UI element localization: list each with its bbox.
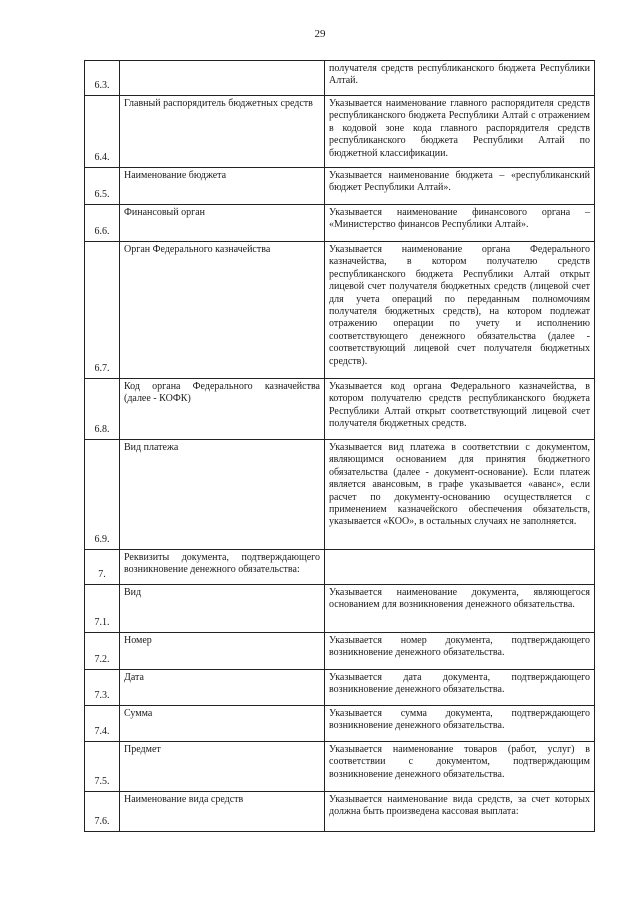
row-number-cell: 7.4. — [85, 706, 120, 742]
field-name-cell: Вид — [120, 585, 325, 633]
table-row — [85, 670, 595, 706]
row-number-cell: 6.3. — [85, 61, 120, 96]
row-number-cell: 7. — [85, 550, 120, 585]
field-name-cell — [120, 61, 325, 96]
field-name-cell: Вид платежа — [120, 440, 325, 550]
table-row — [85, 242, 595, 379]
field-name-cell: Наименование бюджета — [120, 168, 325, 205]
field-description-cell: Указывается наименование бюджета – «республиканский бюджет Республики Алтай». — [325, 168, 595, 205]
field-name-cell: Главный распорядитель бюджетных средств — [120, 96, 325, 168]
table-row — [85, 550, 595, 585]
field-name-cell: Орган Федерального казначейства — [120, 242, 325, 379]
field-description-cell: Указывается вид платежа в соответствии с документом, являющимся основанием для принятия бюджетного обязательства (далее - документ-основание). Если платеж является авансовым, в графе указывается «аванс», если расчет по документу-основанию осуществляется с применением казначейского обеспечения обязательств, указывается «КОО», в остальных случаях не заполняется. — [325, 440, 595, 550]
table-row — [85, 168, 595, 205]
field-description-cell: Указывается наименование вида средств, за счет которых должна быть произведена кассовая выплата: — [325, 792, 595, 832]
row-number-cell: 7.2. — [85, 633, 120, 670]
field-description-cell: получателя средств республиканского бюджета Республики Алтай. — [325, 61, 595, 96]
field-description-cell: Указывается наименование органа Федерального казначейства, в котором получателю средств республиканского бюджета Республики Алтай открыт лицевой счет получателя бюджетных средств (лицевой счет для учета операций по переданным полномочиям получателя бюджетных средств), на котором подлежат отражению операции по учету и исполнению соответствующего денежного обязательства (далее - соответствующий лицевой счет получателя бюджетных средств). — [325, 242, 595, 379]
table-row — [85, 61, 595, 96]
field-description-cell: Указывается сумма документа, подтверждающего возникновение денежного обязательства. — [325, 706, 595, 742]
field-description-cell: Указывается наименование главного распорядителя средств республиканского бюджета Республики Алтай с отражением в кодовой зоне кода главного распорядителя средств республиканского бюджета Республики Алтай по бюджетной классификации. — [325, 96, 595, 168]
field-name-cell: Код органа Федерального казначейства (далее - КОФК) — [120, 379, 325, 440]
field-description-cell: Указывается наименование финансового органа – «Министерство финансов Республики Алтай». — [325, 205, 595, 242]
field-description-cell: Указывается номер документа, подтверждающего возникновение денежного обязательства. — [325, 633, 595, 670]
field-name-cell: Финансовый орган — [120, 205, 325, 242]
row-number-cell: 7.5. — [85, 742, 120, 792]
field-name-cell: Наименование вида средств — [120, 792, 325, 832]
table-row — [85, 742, 595, 792]
field-name-cell: Сумма — [120, 706, 325, 742]
requisites-table — [84, 60, 595, 832]
field-description-cell: Указывается наименование товаров (работ, услуг) в соответствии с документом, подтверждающим возникновение денежного обязательства. — [325, 742, 595, 792]
field-description-cell: Указывается код органа Федерального казначейства, в котором получателю средств республиканского бюджета Республики Алтай открыт соответствующий лицевой счет получателя бюджетных средств. — [325, 379, 595, 440]
field-description-cell: Указывается дата документа, подтверждающего возникновение денежного обязательства. — [325, 670, 595, 706]
page-number: 29 — [314, 28, 326, 40]
row-number-cell: 7.1. — [85, 585, 120, 633]
row-number-cell: 7.6. — [85, 792, 120, 832]
field-name-cell: Предмет — [120, 742, 325, 792]
field-name-cell: Дата — [120, 670, 325, 706]
table-row — [85, 792, 595, 832]
table-row — [85, 96, 595, 168]
row-number-cell: 7.3. — [85, 670, 120, 706]
field-name-cell: Номер — [120, 633, 325, 670]
field-description-cell: Указывается наименование документа, являющегося основанием для возникновения денежного обязательства. — [325, 585, 595, 633]
row-number-cell: 6.5. — [85, 168, 120, 205]
row-number-cell: 6.9. — [85, 440, 120, 550]
table-row — [85, 440, 595, 550]
table-row — [85, 379, 595, 440]
row-number-cell: 6.4. — [85, 96, 120, 168]
row-number-cell: 6.8. — [85, 379, 120, 440]
table-row — [85, 205, 595, 242]
row-number-cell: 6.7. — [85, 242, 120, 379]
field-description-cell — [325, 550, 595, 585]
table-row — [85, 585, 595, 633]
table-row — [85, 633, 595, 670]
table-row — [85, 706, 595, 742]
row-number-cell: 6.6. — [85, 205, 120, 242]
field-name-cell: Реквизиты документа, подтверждающего возникновение денежного обязательства: — [120, 550, 325, 585]
